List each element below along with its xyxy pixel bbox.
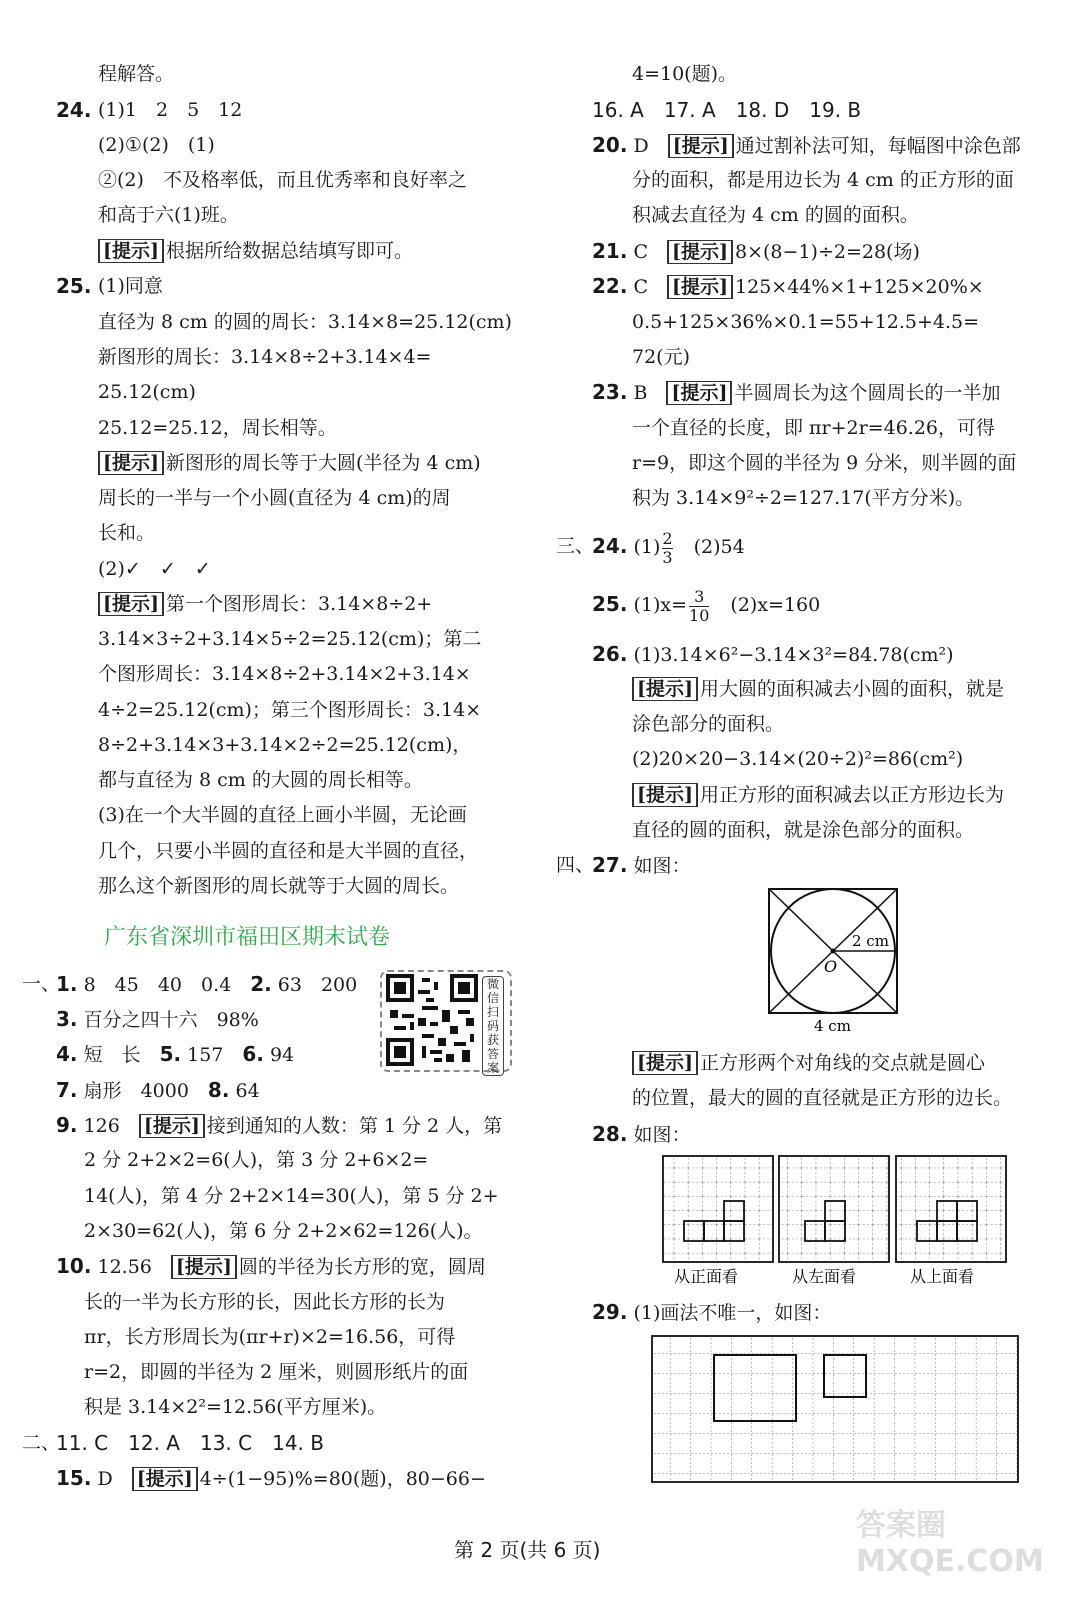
part2-label: 二、 [22,1432,61,1454]
q10-line-1: 10. 12.56 [提示] 圆的半径为长方形的宽，圆周 [56,1254,486,1278]
q9-line-2: 2 分 2+2×2=6(人)，第 3 分 2+6×2= [84,1149,429,1171]
q22-line-2: 0.5+125×36%×0.1=55+12.5+4.5= [632,311,980,333]
part4-label: 四、 [556,854,595,876]
q25-line-8: 长和。 [98,522,156,544]
fig27-radius-label: 2 cm [852,932,889,950]
q10-line-4: r=2，即圆的半径为 2 厘米，则圆形纸片的面 [84,1361,469,1383]
q25-line-9: (2)✓ ✓ ✓ [98,558,211,580]
part1-line-2: 3. 百分之四十六 98% [56,1007,259,1031]
part1-label: 一、 [22,973,61,995]
r-line-0: 4=10(题)。 [632,63,738,85]
q26-line-6: 直径的圆的面积，就是涂色部分的面积。 [632,819,975,841]
q26-line-4: (2)20×20−3.14×(20÷2)²=86(cm²) [632,748,964,770]
q10-line-2: 长的一半为长方形的长，因此长方形的长为 [84,1291,446,1313]
q24-answer-4: 和高于六(1)班。 [98,204,239,226]
q27-hint-line: [提示] 正方形两个对角线的交点就是圆心 [632,1049,985,1077]
q15-line: 15. D [提示] 4÷(1−95)%=80(题)，80−66− [56,1466,486,1490]
hint-badge: [提示] [667,240,733,264]
q27-line: 27. 如图： [592,853,691,877]
q23-line-3: r=9，即这个圆的半径为 9 分米，则半圆的面 [632,452,1017,474]
hint-badge: [提示] [632,677,698,701]
view-label-left: 从左面看 [792,1267,857,1286]
q20-line-1: 20. D [提示] 通过割补法可知，每幅图中涂色部 [592,133,1021,157]
q21-line: 21. C [提示] 8×(8−1)÷2=28(场) [592,239,920,263]
q9-line-3: 14(人)，第 4 分 2+2×14=30(人)，第 5 分 2+ [84,1185,499,1207]
part2-line-1: 11. C 12. A 13. C 14. B [56,1431,324,1455]
q25-line-3: 新图形的周长：3.14×8÷2+3.14×4= [98,346,432,368]
q23-line-1: 23. B [提示] 半圆周长为这个圆周长的一半加 [592,380,1001,404]
qr-code-box[interactable] [380,970,512,1075]
q22-line-3: 72(元) [632,346,691,368]
q25-line-16: (3)在一个大半圆的直径上画小半圆，无论画 [98,804,467,826]
fig27-diagram [766,886,900,1034]
q25-line-4: 25.12(cm) [98,381,196,403]
hint-badge: [提示] [666,381,732,405]
q20-line-3: 积减去直径为 4 cm 的圆的面积。 [632,204,919,226]
q25-number: 25. [56,274,92,298]
q25-hint-line [98,449,481,477]
fig29-grid [650,1334,1020,1486]
q24-answer-2: (2)①(2) (1) [98,134,215,156]
q27-line-3: 的位置，最大的圆的直径就是正方形的边长。 [632,1087,1013,1109]
hint-text: 新图形的周长等于大圆(半径为 4 cm) [165,452,481,474]
q24-answer-3: ②(2) 不及格率低，而且优秀率和良好率之 [98,169,467,191]
part1-line-4: 7. 扇形 4000 8. 64 [56,1078,260,1102]
fig27-side-label: 4 cm [814,1017,851,1034]
view-label-top: 从上面看 [910,1267,975,1286]
fig28-views [660,1154,1010,1288]
fraction: $\frac{3}{10}$ [689,586,710,625]
q25-line-15: 都与直径为 8 cm 的大圆的周长相等。 [98,769,423,791]
hint-text: 第一个图形周长：3.14×8÷2+ [165,593,433,615]
hint-badge: [提示] [667,275,733,299]
q9-line-4: 2×30=62(人)，第 6 分 2+2×62=126(人)。 [84,1220,483,1242]
view-label-front: 从正面看 [674,1267,739,1286]
q29-line: 29. (1)画法不唯一，如图： [592,1300,832,1324]
q10-line-5: 积是 3.14×2²=12.56(平方厘米)。 [84,1396,387,1418]
q22-line-1: 22. C [提示] 125×44%×1+125×20%× [592,274,984,298]
q25-line-2: 直径为 8 cm 的圆的周长：3.14×8=25.12(cm) [98,311,512,333]
q24-answer-1: (1)1 2 5 12 [98,99,243,121]
q25-line-1: (1)同意 [98,275,163,297]
hint-badge: [提示] [632,783,698,807]
q9-line-1: 9. 126 [提示] 接到通知的人数：第 1 分 2 人，第 [56,1113,503,1137]
view-left-grid [779,1156,889,1262]
q24-right-line: 24. (1) $\frac{2}{3}$ (2)54 [592,528,745,567]
hint-badge: [提示] [668,134,734,158]
q24-number: 24. [56,98,92,122]
page-footer: 第 2 页(共 6 页) [454,1538,601,1562]
intro-line: 程解答。 [98,63,175,85]
view-front-grid [663,1156,773,1262]
hint-badge: [提示] [132,1467,198,1491]
hint-badge: [提示] [171,1255,237,1279]
fig27-center-label: O [824,957,838,976]
q24-hint-line [98,237,413,265]
part1-line-1: 1. 8 45 40 0.4 2. 63 200 [56,972,358,996]
hint-badge: [提示] [98,451,164,475]
q28-line: 28. 如图： [592,1122,691,1146]
qr-code-icon [386,974,478,1066]
q23-line-2: 一个直径的长度，即 πr+2r=46.26，可得 [632,417,996,439]
part3-label: 三、 [556,535,595,557]
q26-hint2-line: [提示] 用正方形的面积减去以正方形边长为 [632,781,1004,809]
q20-line-2: 分的面积，都是用边长为 4 cm 的正方形的面 [632,169,1014,191]
q25-right-line: 25. (1)x= $\frac{3}{10}$ (2)x=160 [592,586,821,625]
qr-side-label: 微信扫码获答案 [482,976,504,1076]
q10-line-3: πr，长方形周长为(πr+r)×2=16.56，可得 [84,1326,456,1348]
watermark-logo: 答案圈 MXQE.COM [856,1508,1044,1579]
hint-badge: [提示] [98,239,164,263]
q25-line-14: 8÷2+3.14×3+3.14×2÷2=25.12(cm)， [98,734,472,756]
q23-line-4: 积为 3.14×9²÷2=127.17(平方分米)。 [632,487,975,509]
q26-line-3: 涂色部分的面积。 [632,713,785,735]
q25-hint2-line [98,590,432,618]
q25-line-18: 那么这个新图形的周长就等于大圆的周长。 [98,875,460,897]
part1-line-3: 4. 短 长 5. 157 6. 94 [56,1042,295,1066]
q25-line-12: 个图形周长：3.14×8÷2+3.14×2+3.14× [98,663,471,685]
fraction: $\frac{2}{3}$ [662,528,673,567]
q26-line-1: 26. (1)3.14×6²−3.14×3²=84.78(cm²) [592,642,954,666]
r-line-1: 16. A 17. A 18. D 19. B [592,98,862,122]
view-top-grid [896,1156,1006,1262]
hint-badge: [提示] [139,1114,205,1138]
section-title: 广东省深圳市福田区期末试卷 [104,925,391,950]
q25-line-7: 周长的一半与一个小圆(直径为 4 cm)的周 [98,487,451,509]
q25-line-5: 25.12=25.12，周长相等。 [98,417,337,439]
hint-text: 根据所给数据总结填写即可。 [165,240,413,262]
hint-badge: [提示] [632,1051,698,1075]
hint-badge: [提示] [98,592,164,616]
q25-line-17: 几个，只要小半圆的直径和是大半圆的直径， [98,840,479,862]
q26-hint-line: [提示] 用大圆的面积减去小圆的面积，就是 [632,675,1004,703]
q25-line-13: 4÷2=25.12(cm)；第三个图形周长：3.14× [98,699,482,721]
q25-line-11: 3.14×3÷2+3.14×5÷2=25.12(cm)；第二 [98,628,482,650]
